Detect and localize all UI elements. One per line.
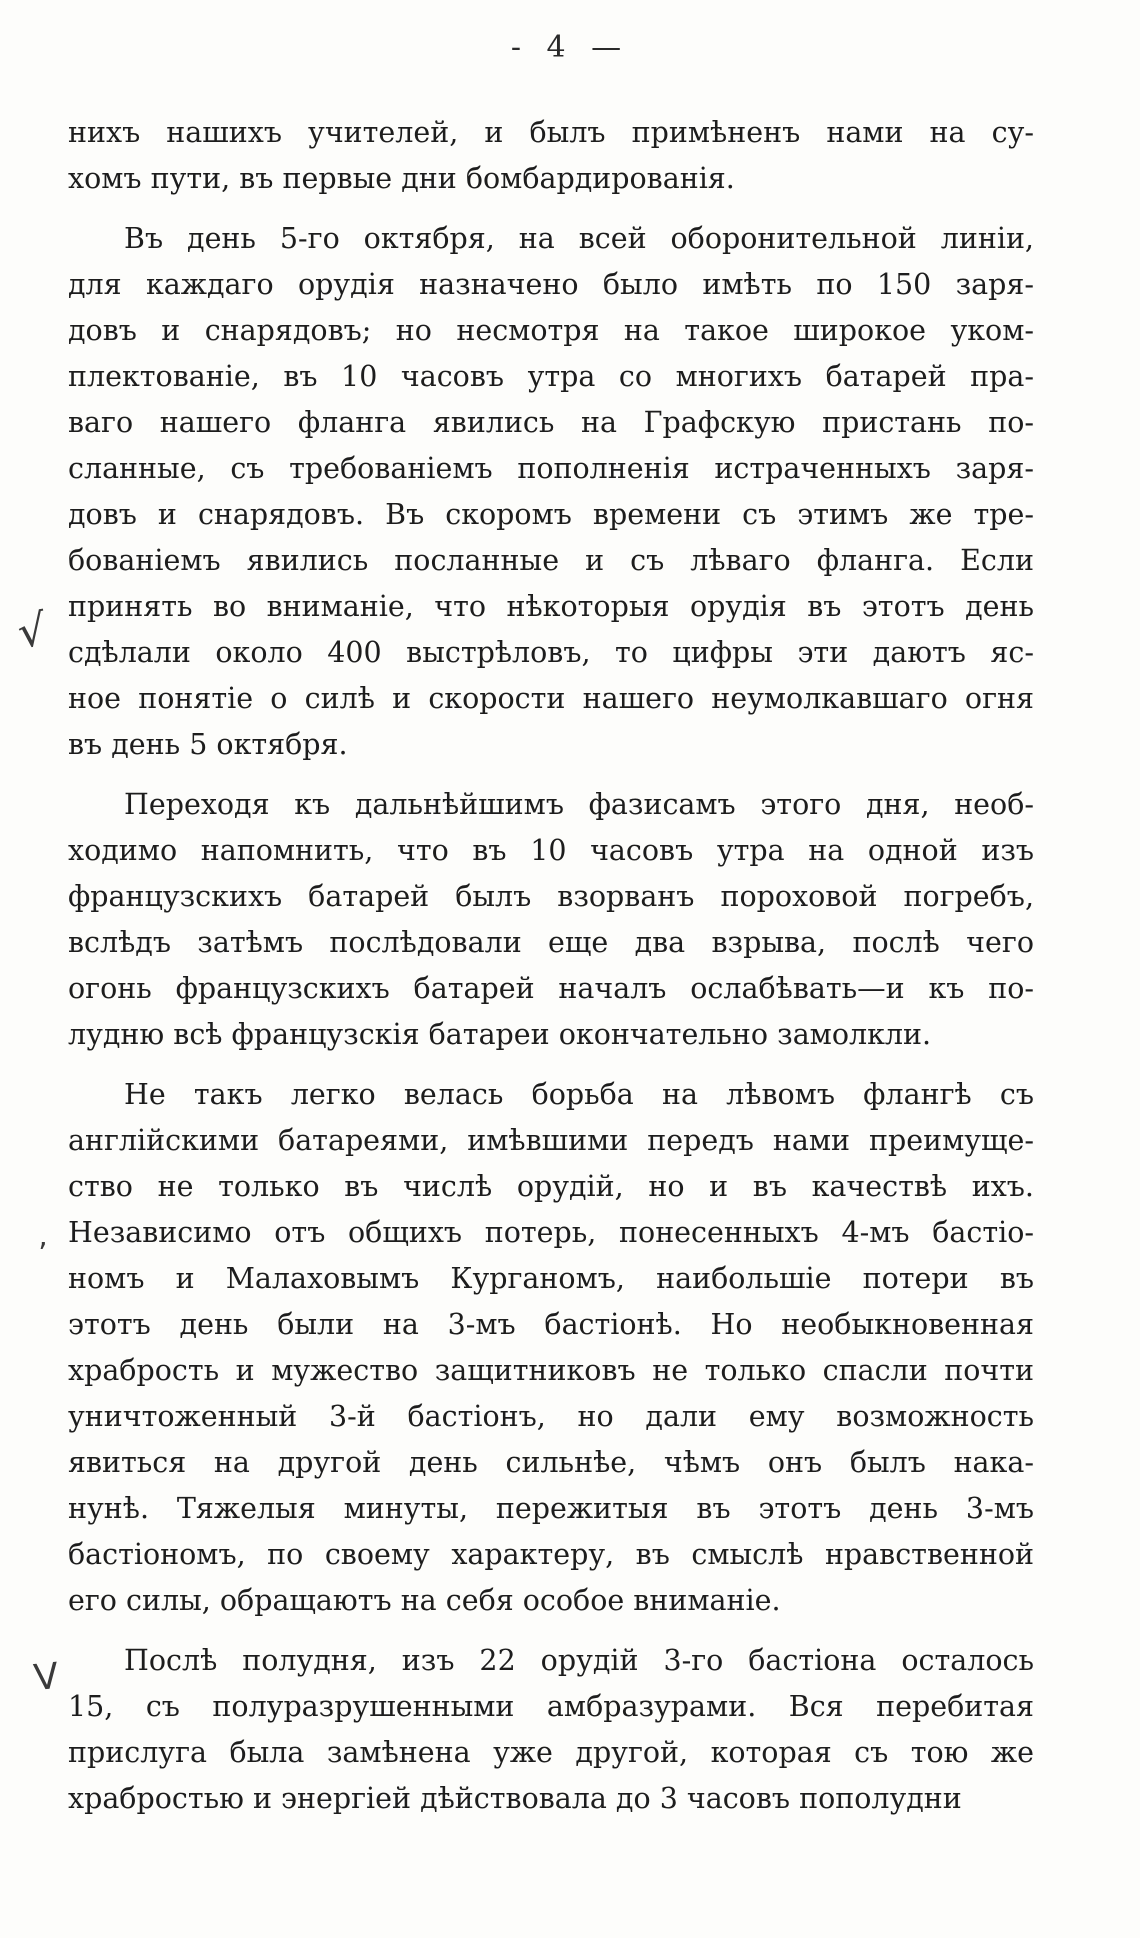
text-line: явиться на другой день сильнѣе, чѣмъ онъ былъ нака- [68,1446,1034,1479]
paragraph [68,1638,1034,1822]
text-line: храбростью и энергіей дѣйствовала до 3 часовъ пополудни [68,1782,962,1815]
body-text [68,110,1034,1836]
text-line: сдѣлали около 400 выстрѣловъ, то цифры эти даютъ яс- [68,636,1034,669]
text-line: англійскими батареями, имѣвшими передъ нами преимуще- [68,1124,1034,1157]
text-line: принять во вниманіе, что нѣкоторыя орудія въ этотъ день [68,590,1034,623]
text-line: для каждаго орудія назначено было имѣть по 150 заря- [68,268,1034,301]
text-line: французскихъ батарей былъ взорванъ пороховой погребъ, [68,880,1034,913]
text-line: уничтоженный 3-й бастіонъ, но дали ему возможность [68,1400,1034,1433]
text-line: ваго нашего фланга явились на Графскую пристань по- [68,406,1034,439]
text-line: 15, съ полуразрушенными амбразурами. Вся перебитая [68,1690,1034,1723]
text-line: его силы, обращаютъ на себя особое вниманіе. [68,1584,781,1617]
text-line: вслѣдъ затѣмъ послѣдовали еще два взрыва, послѣ чего [68,926,1034,959]
text-line: храбрость и мужество защитниковъ не только спасли почти [68,1354,1034,1387]
paragraph [68,782,1034,1058]
text-line: ное понятіе о силѣ и скорости нашего неумолкавшаго огня [68,682,1034,715]
text-line: довъ и снарядовъ. Въ скоромъ времени съ этимъ же тре- [68,498,1034,531]
text-line: нихъ нашихъ учителей, и былъ примѣненъ нами на су- [68,116,1034,149]
text-line: Независимо отъ общихъ потерь, понесенныхъ 4-мъ бастіо- [68,1216,1034,1249]
paragraph [68,1072,1034,1624]
text-line: нунѣ. Тяжелыя минуты, пережитыя въ этотъ день 3-мъ [68,1492,1034,1525]
text-line: хомъ пути, въ первые дни бомбардированія. [68,162,735,195]
text-line: плектованіе, въ 10 часовъ утра со многихъ батарей пра- [68,360,1034,393]
text-line: лудню всѣ французскія батареи окончательно замолкли. [68,1018,932,1051]
text-line: сланные, съ требованіемъ пополненія истраченныхъ заря- [68,452,1034,485]
margin-checkmark-1: √ [14,604,50,659]
paragraph [68,110,1034,202]
paragraph [68,216,1034,768]
text-line: ство не только въ числѣ орудій, но и въ качествѣ ихъ. [68,1170,1034,1203]
text-line: Переходя къ дальнѣйшимъ фазисамъ этого дня, необ- [124,788,1034,821]
text-line: номъ и Малаховымъ Курганомъ, наибольшіе потери въ [68,1262,1034,1295]
text-line: Въ день 5-го октября, на всей оборонительной линіи, [124,222,1034,255]
text-line: ходимо напомнить, что въ 10 часовъ утра на одной изъ [68,834,1034,867]
text-line: Не такъ легко велась борьба на лѣвомъ флангѣ съ [124,1078,1034,1111]
text-line: въ день 5 октября. [68,728,348,761]
text-line: довъ и снарядовъ; но несмотря на такое широкое уком- [68,314,1034,347]
text-line: огонь французскихъ батарей началъ ослабѣвать—и къ по- [68,972,1034,1005]
text-line: бастіономъ, по своему характеру, въ смыслѣ нравственной [68,1538,1034,1571]
page-number: - 4 — [510,30,630,65]
text-line: этотъ день были на 3-мъ бастіонѣ. Но необыкновенная [68,1308,1034,1341]
text-line: прислуга была замѣнена уже другой, которая съ тою же [68,1736,1034,1769]
text-line: Послѣ полудня, изъ 22 орудій 3-го бастіона осталось [124,1644,1034,1677]
text-line: бованіемъ явились посланные и съ лѣваго фланга. Если [68,544,1034,577]
margin-checkmark-2: V [31,1655,61,1700]
margin-tick-mark: ʼ [38,1237,48,1272]
